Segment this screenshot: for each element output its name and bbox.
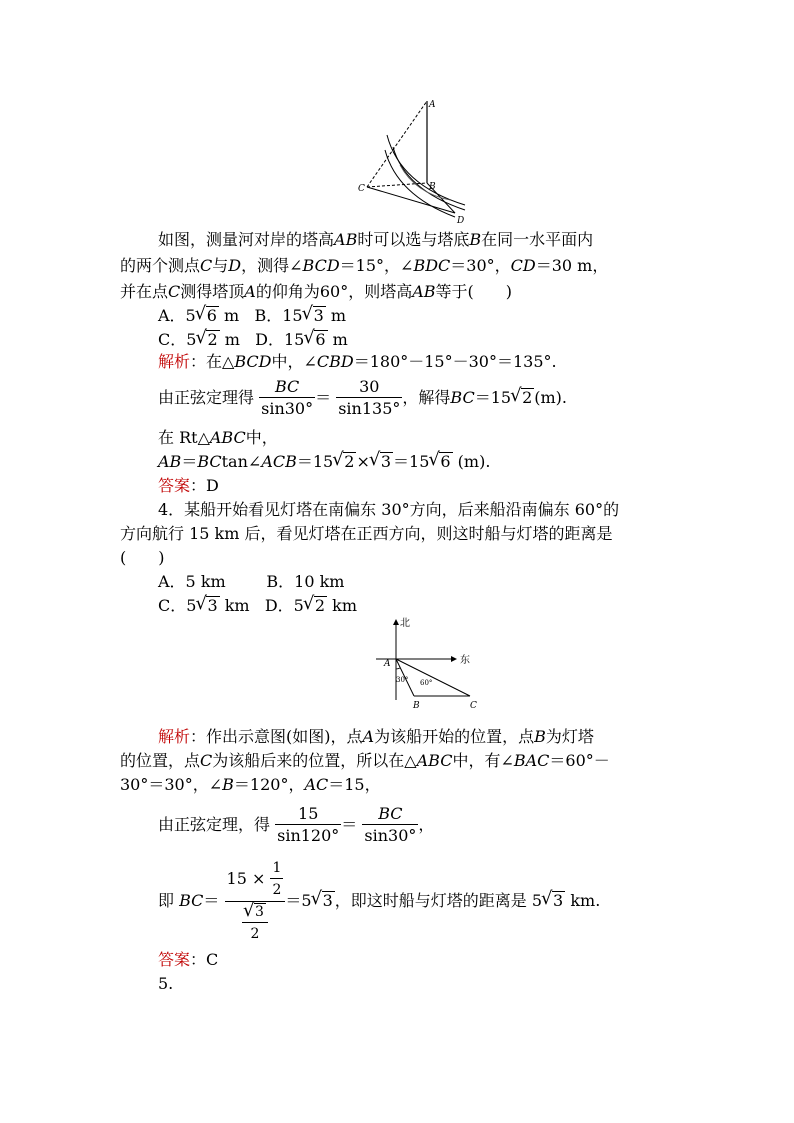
angle-60: 60° — [420, 679, 433, 687]
q4-answer: 答案：C — [158, 950, 219, 969]
q3-solution-2: 由正弦定理得 $\frac{BC}{\sin 30^\circ}$ ＝ $\frac{30}{\sin 135^\circ}$ ，解得BC＝15√ 2 (m). — [158, 376, 567, 420]
q4-solution-1: 解析：作出示意图(如图)，点A为该船开始的位置，点B为灯塔 — [158, 727, 594, 746]
tower-figure — [355, 95, 475, 227]
q4-line1: 4．某船开始看见灯塔在南偏东 30°方向，后来船沿南偏东 60°的 — [158, 500, 620, 519]
q4-solution-5: 即 BC＝ 15 × $\frac{1}{2}$ √ $\frac{3}{2}$ ＝5√ 3 ，即这时船与灯塔的距离是 5√ 3 km. — [158, 856, 600, 946]
q3-line1: 如图，测量河对岸的塔高AB时可以选与塔底B在同一水平面内 — [158, 230, 594, 249]
answer-label: 答案 — [158, 476, 191, 495]
fraction: $\frac{15}{\sin 120^\circ}$ — [277, 804, 340, 845]
q4-line3: ( ) — [120, 548, 165, 567]
north-label: 北 — [400, 618, 410, 629]
label-c: C — [358, 184, 365, 194]
label-b: B — [429, 182, 436, 192]
q3-options-cd: C．5√ 2 m D．15√ 6 m — [158, 330, 348, 350]
q3-line2: 的两个测点C与D，测得∠BCD＝15°，∠BDC＝30°，CD＝30 m， — [120, 256, 609, 275]
q3-answer: 答案：D — [158, 476, 219, 495]
fraction: $\frac{BC}{\sin 30^\circ}$ — [364, 804, 417, 845]
point-b: B — [413, 701, 420, 711]
q4-line2: 方向航行 15 km 后，看见灯塔在正西方向，则这时船与灯塔的距离是 — [120, 524, 613, 543]
q3-options-ab: A．5√ 6 m B．15√ 3 m — [158, 306, 346, 326]
angle-30: 30° — [396, 676, 409, 684]
q4-solution-3: 30°＝30°，∠B＝120°，AC＝15， — [120, 775, 381, 794]
q5-line1: 5. — [158, 974, 174, 993]
q4-options-ab: A．5 km B．10 km — [158, 572, 345, 591]
east-label: 东 — [460, 655, 470, 666]
analysis-label: 解析 — [158, 352, 191, 371]
q3-solution-1: 解析：在△BCD中，∠CBD＝180°－15°－30°＝135°. — [158, 352, 557, 371]
q4-options-cd: C．5√ 3 km D．5√ 2 km — [158, 596, 357, 616]
fraction: $\frac{BC}{\sin 30^\circ}$ — [261, 377, 314, 418]
label-a: A — [429, 100, 436, 110]
q4-solution-4: 由正弦定理，得 $\frac{15}{\sin 120^\circ}$ ＝ $\frac{BC}{\sin 30^\circ}$ ， — [158, 804, 435, 845]
q3-solution-3: 在 Rt△ABC中， — [158, 428, 278, 447]
fraction: $\frac{30}{\sin 135^\circ}$ — [338, 377, 401, 418]
q3-solution-4: AB＝BCtan∠ACB＝15√ 2 ×√ 3 ＝15√ 6 (m). — [158, 452, 490, 472]
compound-fraction: 15 × $\frac{1}{2}$ √ $\frac{3}{2}$ — [225, 858, 286, 945]
label-d: D — [457, 216, 465, 226]
point-a: A — [384, 659, 391, 669]
point-c: C — [470, 701, 477, 711]
q3-line3: 并在点C测得塔顶A的仰角为60°，则塔高AB等于( ) — [120, 282, 513, 301]
q4-solution-2: 的位置，点C为该船后来的位置，所以在△ABC中，有∠BAC＝60°－ — [120, 751, 610, 770]
navigation-figure — [370, 614, 495, 714]
answer-label: 答案 — [158, 950, 191, 969]
analysis-label: 解析 — [158, 727, 191, 746]
